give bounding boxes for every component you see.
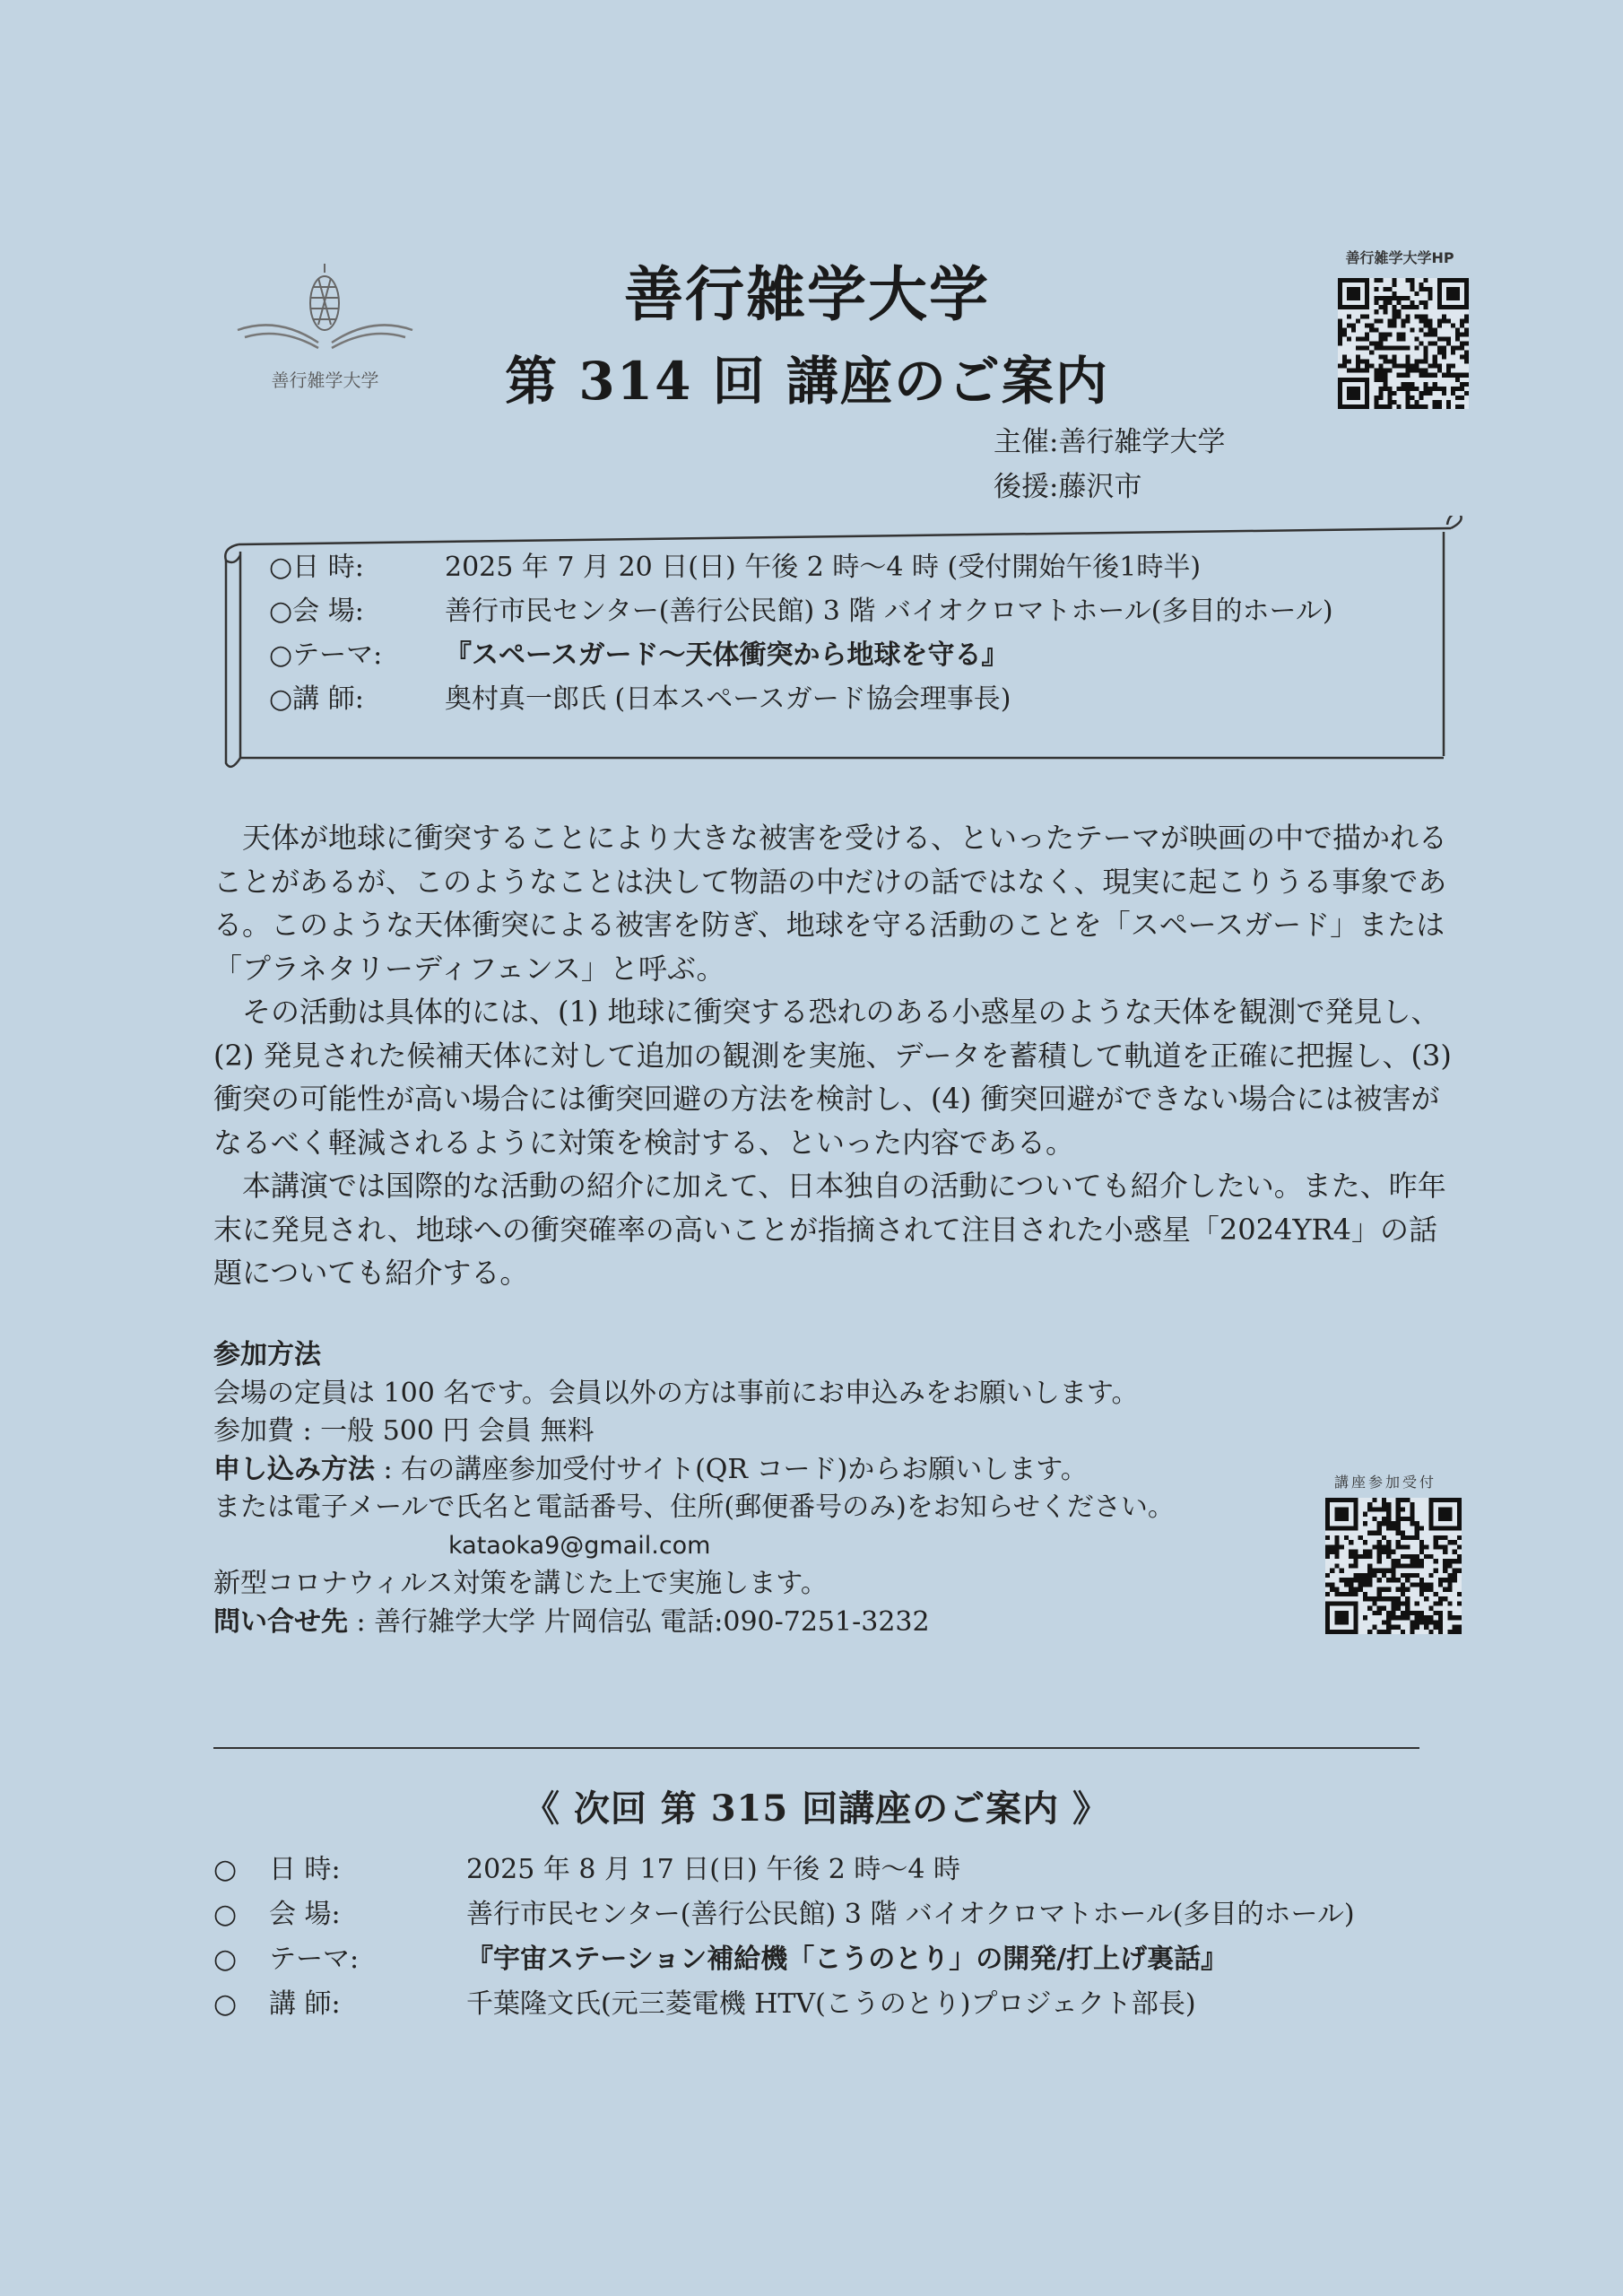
apply-label: 申し込み方法 xyxy=(213,1453,375,1485)
event-theme-value: 『スペースガード〜天体衝突から地球を守る』 xyxy=(445,639,1009,671)
next-date-value: 2025 年 8 月 17 日(日) 午後 2 時〜4 時 xyxy=(466,1854,961,1885)
event-venue-value: 善行市民センター(善行公民館) 3 階 バイオクロマトホール(多目的ホール) xyxy=(445,596,1333,627)
next-date-label: 日 時: xyxy=(269,1854,341,1885)
next-venue-label: 会 場: xyxy=(269,1899,341,1930)
contact-row xyxy=(213,1604,1316,1642)
logo-caption: 善行雑学大学 xyxy=(271,370,379,391)
next-lecture-details xyxy=(213,1848,1469,2027)
fee-text: 参加費 : 一般 500 円 会員 無料 xyxy=(213,1415,595,1447)
participation-section xyxy=(213,1336,1316,1641)
event-lecturer-row xyxy=(269,677,1453,721)
next-lecturer-row xyxy=(213,1982,1469,2027)
next-theme-value: 『宇宙ステーション補給機「こうのとり」の開発/打上げ裏話』 xyxy=(466,1944,1228,1975)
wings-icon xyxy=(238,325,412,348)
event-lecturer-label: ○講 師: xyxy=(269,683,364,715)
bullet-icon: ○ xyxy=(213,1899,238,1930)
event-theme-row xyxy=(269,633,1453,677)
contact-text: : 善行雑学大学 片岡信弘 電話:090-7251-3232 xyxy=(348,1605,930,1638)
contact-email[interactable]: kataoka9@gmail.com xyxy=(448,1531,711,1560)
qr-caption-homepage: 善行雑学大学HP xyxy=(1345,249,1454,266)
next-lecture-title: 《 次回 第 315 回講座のご案内 》 xyxy=(523,1787,1110,1830)
contact-label: 問い合せ先 xyxy=(213,1605,348,1638)
event-date-row xyxy=(269,545,1453,589)
next-date-row xyxy=(213,1848,1469,1892)
event-venue-label: ○会 場: xyxy=(269,596,364,627)
page-title: 善行雑学大学 xyxy=(624,259,990,329)
event-details xyxy=(269,545,1453,721)
event-venue-row xyxy=(269,589,1453,633)
pinecone-icon xyxy=(310,264,339,330)
section-divider xyxy=(213,1747,1419,1749)
apply-text: : 右の講座参加受付サイト(QR コード)からお願いします。 xyxy=(375,1453,1088,1485)
participation-heading: 参加方法 xyxy=(213,1339,321,1370)
apply-row xyxy=(213,1451,1316,1490)
event-theme-label: ○テーマ: xyxy=(269,639,383,671)
registration-qr-code[interactable] xyxy=(1325,1498,1462,1634)
event-date-value: 2025 年 7 月 20 日(日) 午後 2 時〜4 時 (受付開始午後1時半) xyxy=(445,552,1202,583)
email-instructions: または電子メールで氏名と電話番号、住所(郵便番号のみ)をお知らせください。 xyxy=(213,1492,1175,1523)
paragraph-2: その活動は具体的には、(1) 地球に衝突する恐れのある小惑星のような天体を観測で発見し、(2) 発見された候補天体に対して追加の観測を実施、データを蓄積して軌道を正確に把握し、(3) 衝突の可能性が高い場合には衝突回避の方法を検討し、(4) 衝突回避ができない場合には被害がなるべく軽減されるように対策を検討する、といった内容である。 xyxy=(213,995,1452,1160)
paragraph-1: 天体が地球に衝突することにより大きな被害を受ける、といったテーマが映画の中で描かれることがあるが、このようなことは決して物語の中だけの話ではなく、現実に起こりうる事象である。このような天体衝突による被害を防ぎ、地球を守る活動のことを「スペースガード」または「プラネタリーディフェンス」と呼ぶ。 xyxy=(213,821,1448,986)
bullet-icon: ○ xyxy=(213,1988,238,2020)
covid-notice: 新型コロナウィルス対策を講じた上で実施します。 xyxy=(213,1568,828,1599)
next-venue-value: 善行市民センター(善行公民館) 3 階 バイオクロマトホール(多目的ホール) xyxy=(466,1899,1355,1930)
event-lecturer-value: 奥村真一郎氏 (日本スペースガード協会理事長) xyxy=(445,683,1011,715)
next-lecturer-label: 講 師: xyxy=(269,1988,341,2020)
bullet-icon: ○ xyxy=(213,1944,238,1975)
qr-caption-registration: 講座参加受付 xyxy=(1333,1474,1436,1491)
next-lecturer-value: 千葉隆文氏(元三菱電機 HTV(こうのとり)プロジェクト部長) xyxy=(466,1988,1196,2020)
paragraph-3: 本講演では国際的な活動の紹介に加えて、日本独自の活動についても紹介したい。また、昨年末に発見され、地球への衝突確率の高いことが指摘されて注目された小惑星「2024YR4」の話題についても紹介する。 xyxy=(213,1169,1446,1290)
supporter: 後援:藤沢市 xyxy=(994,471,1142,503)
next-venue-row xyxy=(213,1892,1469,1937)
sponsor-block xyxy=(994,420,1225,509)
bullet-icon: ○ xyxy=(213,1854,238,1885)
lecture-description xyxy=(213,816,1464,1295)
next-theme-label: テーマ: xyxy=(269,1944,360,1975)
page-subtitle: 第 314 回 講座のご案内 xyxy=(505,351,1109,412)
event-date-label: ○日 時: xyxy=(269,552,364,583)
next-theme-row xyxy=(213,1937,1469,1982)
homepage-qr-code[interactable] xyxy=(1338,278,1469,409)
capacity-text: 会場の定員は 100 名です。会員以外の方は事前にお申込みをお願いします。 xyxy=(213,1377,1139,1409)
organizer: 主催:善行雑学大学 xyxy=(994,426,1226,458)
